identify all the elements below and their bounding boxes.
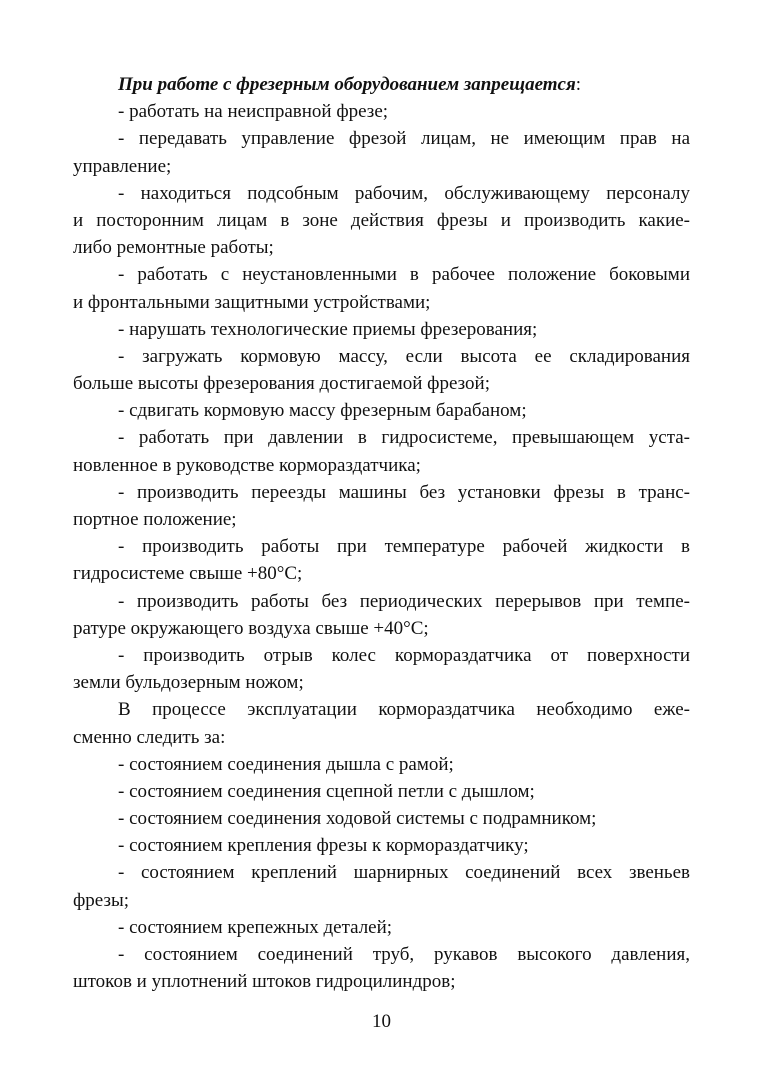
text-line: - сдвигать кормовую массу фрезерным барабаном; bbox=[118, 400, 527, 422]
text-line: - нарушать технологические приемы фрезерования; bbox=[118, 318, 538, 340]
text-line: В процессе эксплуатации кормораздатчика необходимо еже- bbox=[118, 699, 690, 721]
text-line: - находиться подсобным рабочим, обслуживающему персоналу bbox=[118, 182, 690, 204]
text-line: управление; bbox=[73, 155, 172, 177]
text-line: - состоянием крепления фрезы к кормораздатчику; bbox=[118, 835, 529, 857]
text-line: земли бульдозерным ножом; bbox=[73, 672, 304, 694]
text-line: - работать при давлении в гидросистеме, превышающем уста- bbox=[118, 427, 690, 449]
section-heading bbox=[73, 71, 690, 98]
text-line: штоков и уплотнений штоков гидроцилиндров; bbox=[73, 971, 456, 993]
text-line: сменно следить за: bbox=[73, 726, 226, 748]
text-line: портное положение; bbox=[73, 509, 237, 530]
text-line: - производить переезды машины без установки фрезы в транс- bbox=[118, 481, 690, 503]
text-line: новленное в руководстве кормораздатчика; bbox=[73, 454, 421, 476]
text-line: - загружать кормовую массу, если высота ее складирования bbox=[118, 345, 690, 367]
text-line: - производить работы без периодических перерывов при темпе- bbox=[118, 590, 690, 612]
text-line: и фронтальными защитными устройствами; bbox=[73, 291, 431, 313]
text-line: - состоянием соединений труб, рукавов высокого давления, bbox=[118, 944, 690, 965]
text-line: - состоянием крепежных деталей; bbox=[118, 916, 393, 938]
text-line: фрезы; bbox=[73, 889, 130, 911]
text-line: - производить работы при температуре рабочей жидкости в bbox=[118, 536, 690, 558]
text-line: - состоянием соединения дышла с рамой; bbox=[118, 753, 454, 775]
text-lines bbox=[73, 98, 690, 995]
text-line: - производить отрыв колес кормораздатчика от поверхности bbox=[118, 644, 690, 666]
text-line: - состоянием соединения ходовой системы с подрамником; bbox=[118, 808, 597, 830]
text-line: либо ремонтные работы; bbox=[73, 237, 274, 259]
text-line: ратуре окружающего воздуха свыше +40°С; bbox=[73, 617, 429, 639]
heading-colon: : bbox=[575, 74, 582, 95]
text-line: - состоянием соединения сцепной петли с дышлом; bbox=[118, 780, 535, 802]
text-line: гидросистеме свыше +80°С; bbox=[73, 563, 303, 585]
text-line: - состоянием креплений шарнирных соединений всех звеньев bbox=[118, 862, 690, 884]
text-line: и посторонним лицам в зоне действия фрезы и производить какие- bbox=[73, 209, 690, 231]
page-number: 10 bbox=[372, 1011, 391, 1032]
text-line: - передавать управление фрезой лицам, не имеющим прав на bbox=[118, 128, 690, 150]
heading-emphasis: При работе с фрезерным оборудованием запрещается bbox=[118, 74, 576, 95]
text-line: - работать с неустановленными в рабочее положение боковыми bbox=[118, 264, 690, 286]
text-line: - работать на неисправной фрезе; bbox=[118, 101, 389, 123]
body-text bbox=[73, 71, 690, 995]
text-line: больше высоты фрезерования достигаемой фрезой; bbox=[73, 373, 490, 395]
